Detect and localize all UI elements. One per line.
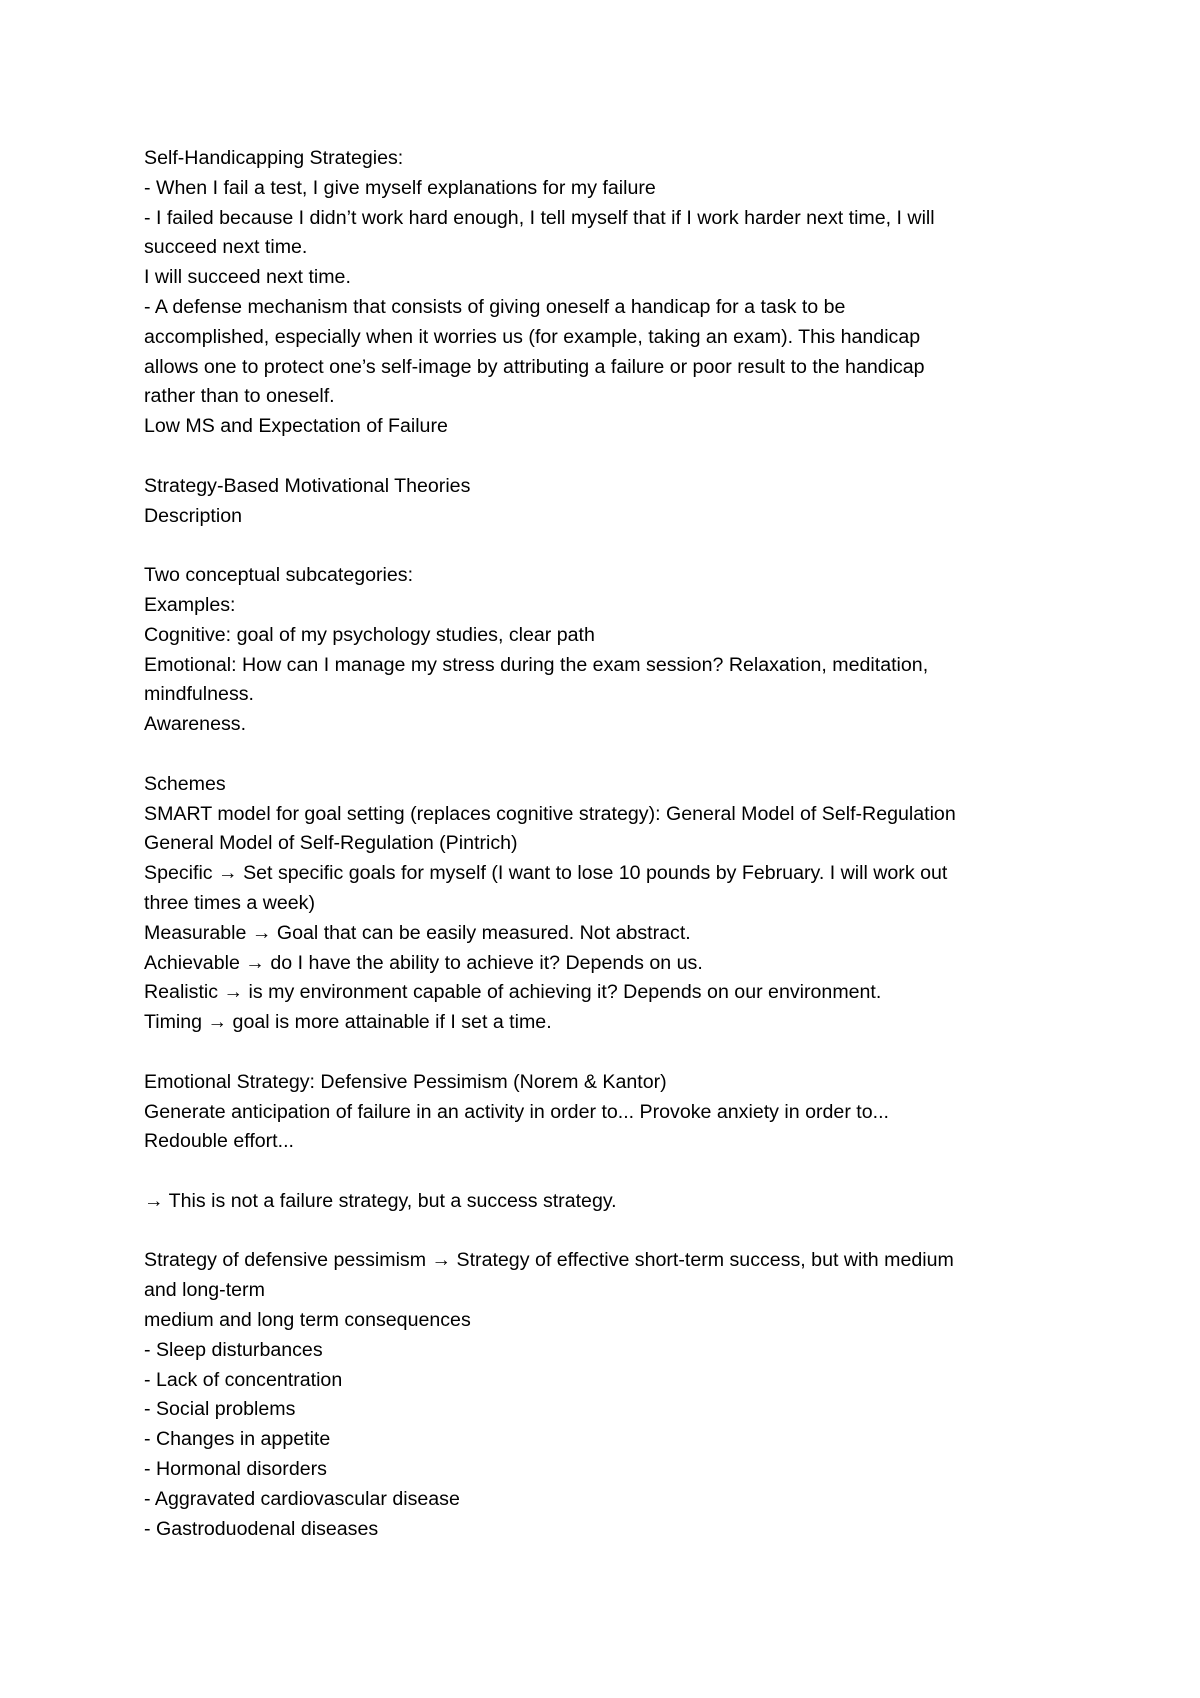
text-line: - Hormonal disorders xyxy=(144,1458,327,1481)
text-line: - Gastroduodenal diseases xyxy=(144,1517,379,1540)
text-line: - Changes in appetite xyxy=(144,1428,331,1451)
text-line: Redouble effort... xyxy=(144,1130,294,1153)
text-line: Description xyxy=(144,504,243,527)
text-line: Generate anticipation of failure in an activity in order to... Provoke anxiety in order to... xyxy=(144,1100,889,1123)
text-line: Strategy of defensive pessimism → Strategy of effective short-term success, but with medium xyxy=(144,1249,954,1272)
blank-line xyxy=(144,531,1064,561)
text-line: Achievable → do I have the ability to achieve it? Depends on us. xyxy=(144,951,703,974)
text-line: - Social problems xyxy=(144,1398,296,1421)
text-line: Emotional: How can I manage my stress during the exam session? Relaxation, meditation, xyxy=(144,653,929,676)
text-line: Self-Handicapping Strategies: xyxy=(144,147,404,169)
blank-line xyxy=(144,1038,1064,1068)
text-line: allows one to protect one’s self-image by attributing a failure or poor result to the handicap xyxy=(144,355,925,378)
text-line: rather than to oneself. xyxy=(144,385,335,408)
text-line: - Aggravated cardiovascular disease xyxy=(144,1487,460,1510)
blank-line xyxy=(144,740,1064,770)
text-line: - Lack of concentration xyxy=(144,1368,343,1391)
text-line: General Model of Self-Regulation (Pintrich) xyxy=(144,832,518,855)
text-line: I will succeed next time. xyxy=(144,266,351,289)
text-line: - Sleep disturbances xyxy=(144,1338,323,1361)
blank-line xyxy=(144,1217,1064,1247)
text-line: Two conceptual subcategories: xyxy=(144,564,414,587)
text-line: - I failed because I didn’t work hard enough, I tell myself that if I work harder next time, I will xyxy=(144,206,935,229)
text-line: Awareness. xyxy=(144,713,247,736)
text-line: Specific → Set specific goals for myself (I want to lose 10 pounds by February. I will work out xyxy=(144,862,948,885)
text-line: Low MS and Expectation of Failure xyxy=(144,415,448,438)
text-line: Timing → goal is more attainable if I set a time. xyxy=(144,1011,552,1034)
text-line: → This is not a failure strategy, but a success strategy. xyxy=(144,1189,617,1212)
text-line: three times a week) xyxy=(144,891,315,914)
document-body xyxy=(144,144,1064,1544)
text-line: medium and long term consequences xyxy=(144,1309,471,1332)
blank-line xyxy=(144,442,1064,472)
text-line: succeed next time. xyxy=(144,236,308,259)
text-line: Realistic → is my environment capable of achieving it? Depends on our environment. xyxy=(144,981,882,1004)
text-line: Emotional Strategy: Defensive Pessimism (Norem & Kantor) xyxy=(144,1070,667,1093)
text-line: and long-term xyxy=(144,1279,265,1302)
text-line: Schemes xyxy=(144,772,226,795)
text-line: - A defense mechanism that consists of giving oneself a handicap for a task to be xyxy=(144,295,846,318)
text-line: SMART model for goal setting (replaces cognitive strategy): General Model of Self-Regulation xyxy=(144,802,956,825)
blank-line xyxy=(144,1157,1064,1187)
text-line: - When I fail a test, I give myself explanations for my failure xyxy=(144,176,656,199)
text-line: accomplished, especially when it worries us (for example, taking an exam). This handicap xyxy=(144,325,921,348)
text-line: mindfulness. xyxy=(144,683,254,706)
text-line: Strategy-Based Motivational Theories xyxy=(144,474,471,497)
text-line: Measurable → Goal that can be easily measured. Not abstract. xyxy=(144,921,691,944)
text-line: Cognitive: goal of my psychology studies, clear path xyxy=(144,623,595,646)
text-line: Examples: xyxy=(144,593,236,616)
